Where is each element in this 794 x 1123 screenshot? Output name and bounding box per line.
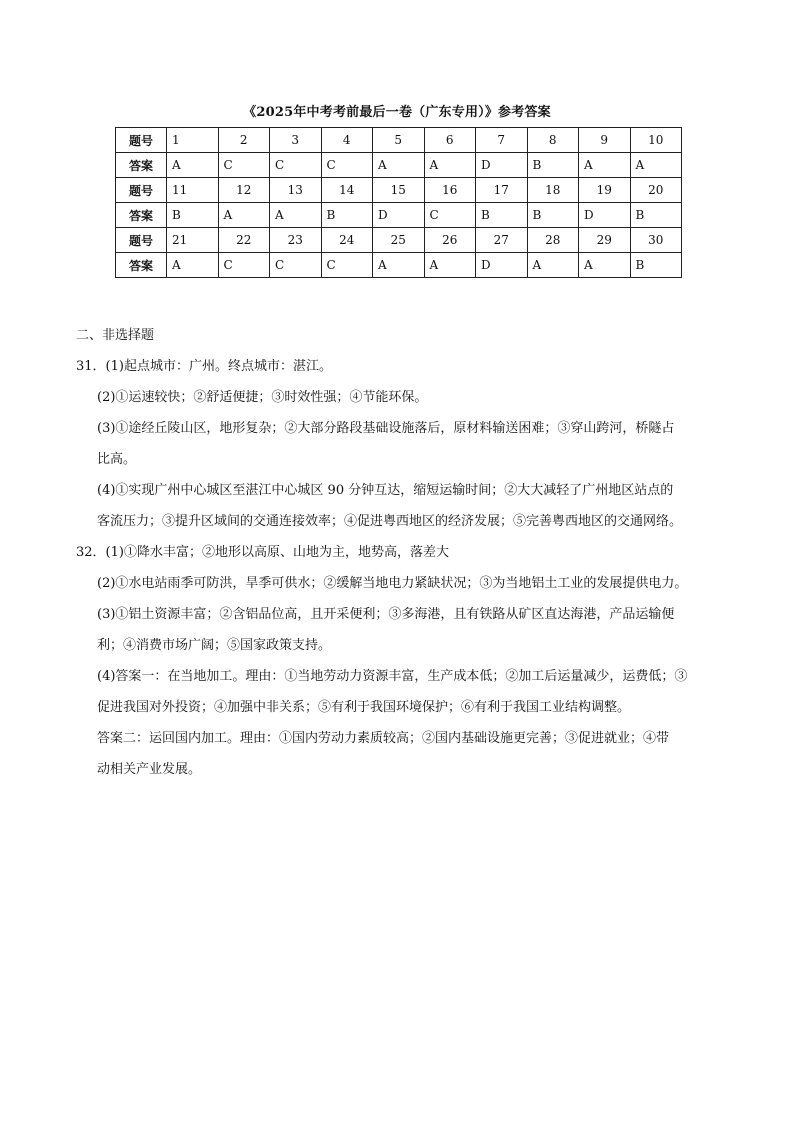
- question-number-cell: 7: [476, 128, 528, 153]
- answer-cell: B: [476, 203, 528, 228]
- answer-cell: D: [579, 203, 631, 228]
- answer-cell: A: [630, 153, 682, 178]
- answer-line: 32．(1)①降水丰富；②地形以高原、山地为主，地势高，落差大: [76, 545, 449, 560]
- answer-line: (3)①途经丘陵山区，地形复杂；②大部分路段基础设施落后，原材料输送困难；③穿山跨河，桥隧占: [97, 421, 675, 436]
- answer-line: (2)①水电站雨季可防洪，旱季可供水；②缓解当地电力紧缺状况；③为当地铝土工业的发展提供电力。: [97, 576, 688, 591]
- question-number-cell: 28: [527, 228, 579, 253]
- question-number-cell: 8: [527, 128, 579, 153]
- answer-cell: B: [527, 203, 579, 228]
- question-number-cell: 12: [218, 178, 270, 203]
- answer-line: (4)答案一：在当地加工。理由：①当地劳动力资源丰富，生产成本低；②加工后运量减少，运费低；③: [97, 669, 688, 684]
- question-number-row: [116, 228, 682, 253]
- answer-cell: C: [321, 253, 373, 278]
- question-number-cell: 26: [424, 228, 476, 253]
- answer-cell: D: [373, 203, 425, 228]
- answer-cell: A: [270, 203, 322, 228]
- answer-cell: A: [424, 153, 476, 178]
- answer-cell: D: [476, 253, 528, 278]
- question-number-cell: 2: [218, 128, 270, 153]
- answer-cell: C: [321, 153, 373, 178]
- question-number-cell: 4: [321, 128, 373, 153]
- row-label: 答案: [116, 153, 167, 178]
- question-number-cell: 23: [270, 228, 322, 253]
- question-number-cell: 18: [527, 178, 579, 203]
- question-number-cell: 13: [270, 178, 322, 203]
- answer-line: 动相关产业发展。: [97, 762, 202, 777]
- answer-cell: A: [527, 253, 579, 278]
- question-number-cell: 16: [424, 178, 476, 203]
- question-number-cell: 19: [579, 178, 631, 203]
- question-number-cell: 20: [630, 178, 682, 203]
- answer-table: [115, 127, 682, 278]
- answer-cell: B: [527, 153, 579, 178]
- question-number-cell: 27: [476, 228, 528, 253]
- row-label: 题号: [116, 128, 167, 153]
- question-number-cell: 17: [476, 178, 528, 203]
- answer-cell: A: [167, 153, 219, 178]
- non-choice-answers: [76, 320, 736, 785]
- answer-cell: A: [579, 253, 631, 278]
- answer-cell: B: [321, 203, 373, 228]
- answer-cell: C: [270, 253, 322, 278]
- answer-line: (3)①铝土资源丰富；②含铝品位高，且开采便利；③多海港，且有铁路从矿区直达海港，产品运输便: [97, 607, 675, 622]
- answer-cell: A: [424, 253, 476, 278]
- answer-line: 促进我国对外投资；④加强中非关系；⑤有利于我国环境保护；⑥有利于我国工业结构调整。: [97, 700, 631, 715]
- answer-line: (2)①运速较快；②舒适便捷；③时效性强；④节能环保。: [97, 390, 428, 405]
- answer-line: 31．(1)起点城市：广州。终点城市：湛江。: [76, 359, 332, 374]
- question-number-cell: 22: [218, 228, 270, 253]
- row-label: 题号: [116, 178, 167, 203]
- question-number-cell: 3: [270, 128, 322, 153]
- question-number-cell: 6: [424, 128, 476, 153]
- answer-line: 客流压力；③提升区域间的交通连接效率；④促进粤西地区的经济发展；⑤完善粤西地区的交通网络。: [97, 514, 683, 529]
- answer-row: [116, 253, 682, 278]
- answer-cell: D: [476, 153, 528, 178]
- row-label: 答案: [116, 253, 167, 278]
- section-heading: 二、非选择题: [76, 328, 155, 343]
- answer-cell: B: [630, 253, 682, 278]
- answer-cell: C: [270, 153, 322, 178]
- question-number-cell: 5: [373, 128, 425, 153]
- answer-cell: A: [373, 253, 425, 278]
- answer-line: 利；④消费市场广阔；⑤国家政策支持。: [97, 638, 332, 653]
- question-number-cell: 24: [321, 228, 373, 253]
- question-number-cell: 11: [167, 178, 219, 203]
- answer-line: (4)①实现广州中心城区至湛江中心城区 90 分钟互达，缩短运输时间；②大大减轻了广州地区站点的: [97, 483, 674, 498]
- answer-cell: A: [218, 203, 270, 228]
- answer-cell: C: [218, 253, 270, 278]
- answer-cell: A: [373, 153, 425, 178]
- answer-row: [116, 153, 682, 178]
- question-number-cell: 21: [167, 228, 219, 253]
- question-number-cell: 15: [373, 178, 425, 203]
- question-number-row: [116, 128, 682, 153]
- answer-line: 答案二：运回国内加工。理由：①国内劳动力素质较高；②国内基础设施更完善；③促进就业；④带: [97, 731, 670, 746]
- row-label: 答案: [116, 203, 167, 228]
- question-number-cell: 1: [167, 128, 219, 153]
- question-number-cell: 10: [630, 128, 682, 153]
- document-title: 《2025年中考考前最后一卷（广东专用）》参考答案: [243, 105, 551, 120]
- question-number-cell: 14: [321, 178, 373, 203]
- question-number-cell: 29: [579, 228, 631, 253]
- answer-cell: A: [167, 253, 219, 278]
- question-number-cell: 25: [373, 228, 425, 253]
- question-number-cell: 30: [630, 228, 682, 253]
- row-label: 题号: [116, 228, 167, 253]
- question-number-cell: 9: [579, 128, 631, 153]
- answer-cell: C: [424, 203, 476, 228]
- answer-line: 比高。: [97, 452, 137, 467]
- question-number-row: [116, 178, 682, 203]
- answer-cell: B: [167, 203, 219, 228]
- answer-row: [116, 203, 682, 228]
- answer-cell: C: [218, 153, 270, 178]
- answer-cell: A: [579, 153, 631, 178]
- answer-cell: B: [630, 203, 682, 228]
